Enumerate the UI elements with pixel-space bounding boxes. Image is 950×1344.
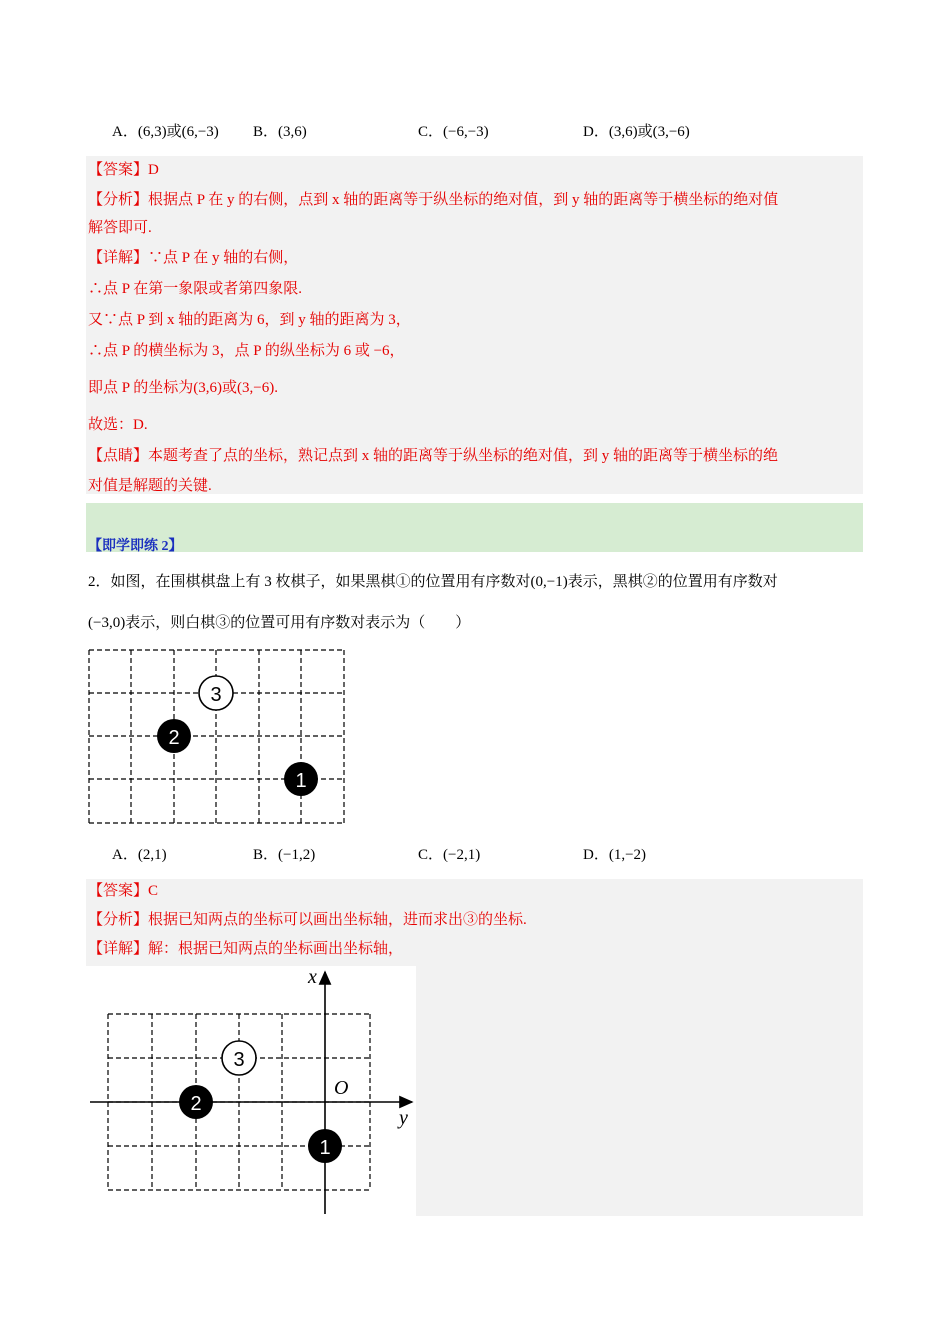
q2-option-d: D．(1,−2) bbox=[583, 847, 647, 863]
go-board-figure bbox=[86, 647, 348, 827]
axes-black-stone-1 bbox=[308, 1129, 342, 1163]
q1-detail-line4: ∴点 P 的横坐标为 3，点 P 的纵坐标为 6 或 −6， bbox=[88, 343, 405, 359]
q1-detail-line3: 又∵点 P 到 x 轴的距离为 6，到 y 轴的距离为 3， bbox=[88, 312, 411, 328]
q1-option-b: B．(3,6) bbox=[253, 124, 307, 140]
q1-detail-line1: 【详解】∵点 P 在 y 轴的右侧， bbox=[88, 250, 299, 266]
y-axis-label: y bbox=[399, 1107, 408, 1129]
svg-text:2: 2 bbox=[190, 1093, 202, 1115]
q2-stem-line1: 2．如图，在围棋棋盘上有 3 枚棋子，如果黑棋①的位置用有序数对(0,−1)表示，黑棋②的位置用有序数对 bbox=[88, 574, 778, 590]
svg-text:3: 3 bbox=[233, 1049, 245, 1071]
q1-analysis-line2: 解答即可. bbox=[88, 220, 152, 236]
stone-3-label: 3 bbox=[210, 684, 222, 706]
q1-comment-line2: 对值是解题的关键. bbox=[88, 478, 212, 494]
q1-option-d: D．(3,6)或(3,−6) bbox=[583, 124, 690, 140]
q2-answer: 【答案】C bbox=[88, 883, 159, 899]
q1-answer: 【答案】D bbox=[88, 162, 159, 178]
q1-detail-line2: ∴点 P 在第一象限或者第四象限. bbox=[88, 281, 303, 297]
q2-detail: 【详解】解：根据已知两点的坐标画出坐标轴， bbox=[88, 941, 404, 957]
stone-2-label: 2 bbox=[168, 727, 180, 749]
q2-stem-line2: (−3,0)表示，则白棋③的位置可用有序数对表示为（ ） bbox=[88, 615, 471, 631]
axes-black-stone-2 bbox=[179, 1085, 213, 1119]
q1-option-c: C．(−6,−3) bbox=[418, 124, 489, 140]
black-stone-1 bbox=[284, 762, 318, 796]
section-title: 【即学即练 2】 bbox=[88, 539, 183, 554]
white-stone-3 bbox=[199, 676, 233, 710]
q1-detail-line6: 故选：D. bbox=[88, 417, 148, 433]
origin-label: O bbox=[334, 1077, 349, 1099]
q1-analysis-line1: 【分析】根据点 P 在 y 的右侧，点到 x 轴的距离等于纵坐标的绝对值，到 y 轴的距离等于横坐标的绝对值 bbox=[88, 192, 779, 208]
q2-option-c: C．(−2,1) bbox=[418, 847, 481, 863]
q1-option-a: A．(6,3)或(6,−3) bbox=[112, 124, 219, 140]
svg-text:1: 1 bbox=[319, 1137, 331, 1159]
q1-detail-line5: 即点 P 的坐标为(3,6)或(3,−6). bbox=[88, 380, 278, 396]
section-banner bbox=[86, 503, 863, 552]
q2-option-b: B．(−1,2) bbox=[253, 847, 316, 863]
q2-analysis: 【分析】根据已知两点的坐标可以画出坐标轴，进而求出③的坐标. bbox=[88, 912, 527, 928]
q2-option-a: A．(2,1) bbox=[112, 847, 167, 863]
axes-figure bbox=[86, 966, 416, 1216]
x-axis-label: x bbox=[308, 966, 317, 988]
black-stone-2 bbox=[157, 719, 191, 753]
axes-white-stone-3 bbox=[222, 1041, 256, 1075]
stone-1-label: 1 bbox=[295, 770, 307, 792]
q1-comment-line1: 【点睛】本题考查了点的坐标，熟记点到 x 轴的距离等于纵坐标的绝对值，到 y 轴的距离等于横坐标的绝 bbox=[88, 448, 779, 464]
